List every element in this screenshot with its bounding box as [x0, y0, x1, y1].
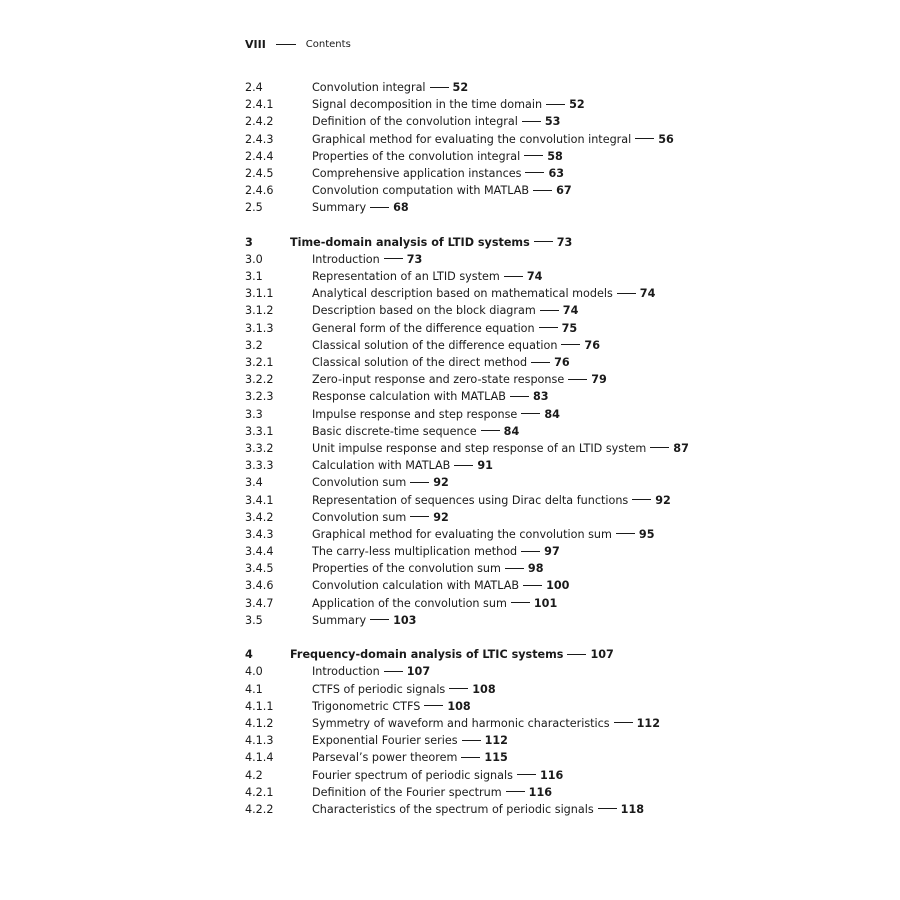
- toc-entry: [245, 96, 885, 113]
- toc-entry: [245, 526, 885, 543]
- toc-entry: [245, 577, 885, 594]
- toc-entry-title: Summary: [312, 201, 367, 215]
- toc-entry: [245, 560, 885, 577]
- toc-leader-dash: [531, 362, 550, 363]
- toc-entry-title: Classical solution of the difference equation: [312, 338, 558, 352]
- toc-entry-title: Symmetry of waveform and harmonic characteristics: [312, 716, 610, 730]
- toc-leader-dash: [561, 344, 580, 345]
- toc-entry-number: 2.4.2: [245, 115, 274, 129]
- toc-entry-title: Basic discrete-time sequence: [312, 424, 477, 438]
- toc-entry-text: [312, 199, 409, 216]
- toc-entry-number: 3.4.3: [245, 527, 274, 541]
- toc-entry-title: Convolution calculation with MATLAB: [312, 579, 520, 593]
- toc-entry-number: 3.2.1: [245, 356, 274, 369]
- toc-leader-dash: [524, 155, 543, 156]
- toc-entry-number: 4.1.4: [245, 751, 274, 765]
- toc-entry: [245, 732, 885, 749]
- toc-entry-page: 107: [406, 665, 431, 679]
- toc-entry-number: 3.5: [245, 613, 263, 627]
- toc-entry-text: [312, 302, 578, 319]
- toc-entry-number: 3.3: [245, 407, 263, 421]
- toc-leader-dash: [370, 207, 389, 208]
- toc-entry-text: [312, 560, 543, 577]
- toc-leader-dash: [517, 774, 536, 775]
- toc-entry-number: 3: [245, 235, 253, 249]
- toc-entry: [245, 251, 885, 268]
- toc-entry-text: [312, 268, 542, 285]
- toc-section: [245, 646, 885, 818]
- toc-entry-text: [312, 131, 674, 148]
- toc-entry-title: Summary: [312, 613, 367, 627]
- toc-entry-page: 95: [638, 527, 655, 541]
- toc-entry-title: Fourier spectrum of periodic signals: [312, 768, 513, 782]
- toc-entry: [245, 767, 885, 784]
- toc-entry-number: 4.2: [245, 768, 263, 782]
- toc-leader-dash: [384, 671, 403, 672]
- toc-entry-title: Graphical method for evaluating the convolution sum: [312, 527, 612, 541]
- toc-entry-page: 107: [590, 648, 614, 662]
- toc-leader-dash: [462, 740, 481, 741]
- toc-entry: [245, 784, 885, 801]
- toc-leader-dash: [635, 138, 654, 139]
- toc-entry-number: 4.1.1: [245, 699, 274, 713]
- toc-entry-number: 3.3.2: [245, 441, 274, 455]
- toc-entry-title: Application of the convolution sum: [312, 596, 507, 610]
- toc-entry-number: 4.2.1: [245, 785, 274, 799]
- toc-entry-title: Exponential Fourier series: [312, 734, 458, 748]
- toc-entry-title: Introduction: [312, 665, 380, 679]
- toc-entry: [245, 131, 885, 148]
- toc-leader-dash: [410, 516, 429, 517]
- toc-entry-number: 3.4.4: [245, 545, 274, 559]
- toc-entry-text: [312, 492, 671, 509]
- toc-entry: [245, 371, 885, 388]
- page-number: VIII: [245, 37, 266, 51]
- toc-entry-number: 3.0: [245, 252, 263, 266]
- toc-leader-dash: [540, 310, 559, 311]
- toc-entry-text: [312, 337, 600, 354]
- toc-entry: [245, 698, 885, 715]
- toc-leader-dash: [617, 293, 636, 294]
- toc-leader-dash: [504, 276, 523, 277]
- toc-entry-page: 76: [554, 356, 570, 369]
- toc-entry-number: 2.4: [245, 81, 263, 94]
- toc-entry: [245, 681, 885, 698]
- toc-entry: [245, 388, 885, 405]
- toc-entry-page: 97: [544, 545, 560, 559]
- toc-entry: [245, 595, 885, 612]
- toc-entry-page: 73: [556, 235, 573, 249]
- toc-leader-dash: [616, 533, 635, 534]
- toc-entry-number: 4.0: [245, 665, 263, 679]
- toc-leader-dash: [505, 568, 524, 569]
- toc-leader-dash: [510, 396, 529, 397]
- toc-entry-text: [312, 801, 644, 818]
- toc-entry-text: [312, 423, 519, 440]
- toc-entry-title: Impulse response and step response: [312, 407, 518, 421]
- toc-entry-page: 100: [546, 579, 570, 593]
- toc-entry-number: 3.4.5: [245, 562, 274, 576]
- toc-chapter-entry: [245, 646, 885, 663]
- toc-entry: [245, 182, 885, 199]
- toc-entry-text: [312, 474, 449, 491]
- toc-entry-text: [312, 285, 655, 302]
- toc-entry-page: 56: [658, 132, 674, 146]
- toc-entry-page: 58: [547, 149, 563, 163]
- toc-leader-dash: [521, 551, 540, 552]
- toc-entry: [245, 509, 885, 526]
- toc-entry-title: Description based on the block diagram: [312, 304, 536, 318]
- toc-leader-dash: [481, 430, 500, 431]
- toc-entry-title: Time-domain analysis of LTID systems: [290, 235, 530, 249]
- toc-entry: [245, 663, 885, 680]
- toc-entry-number: 3.1.2: [245, 304, 274, 318]
- toc-leader-dash: [370, 619, 389, 620]
- toc-entry-title: CTFS of periodic signals: [312, 682, 446, 696]
- toc-entry-page: 53: [544, 115, 561, 129]
- toc-leader-dash: [567, 654, 586, 655]
- toc-entry-page: 75: [561, 321, 578, 335]
- toc-entry-number: 3.2.2: [245, 373, 274, 387]
- toc-entry: [245, 302, 885, 319]
- toc-leader-dash: [614, 722, 633, 723]
- toc-entry-title: Convolution sum: [312, 476, 407, 490]
- toc-entry-number: 3.4.2: [245, 510, 274, 524]
- toc-entry-text: [312, 251, 422, 268]
- toc-entry-number: 2.4.5: [245, 166, 274, 180]
- toc-leader-dash: [506, 791, 525, 792]
- toc-entry-text: [312, 371, 607, 388]
- toc-entry-title: The carry-less multiplication method: [312, 545, 518, 559]
- toc-entry-page: 108: [472, 682, 496, 696]
- toc-entry-text: [312, 612, 416, 629]
- toc-leader-dash: [449, 688, 468, 689]
- toc-entry-page: 115: [484, 751, 508, 765]
- toc-entry-title: Signal decomposition in the time domain: [312, 98, 543, 112]
- toc-entry-page: 92: [433, 510, 449, 524]
- toc-entry-title: Unit impulse response and step response of an LTID system: [312, 441, 647, 455]
- toc-entry-number: 3.1.3: [245, 321, 274, 335]
- toc-entry: [245, 113, 885, 130]
- toc-entry-number: 4: [245, 648, 253, 662]
- toc-entry-page: 74: [639, 287, 656, 301]
- toc-entry-page: 92: [655, 493, 671, 507]
- toc-leader-dash: [534, 241, 553, 242]
- toc-entry-number: 3.4.1: [245, 493, 274, 507]
- toc-entry-title: Comprehensive application instances: [312, 166, 522, 180]
- toc-entry-text: [312, 96, 585, 113]
- toc-leader-dash: [384, 258, 403, 259]
- toc-entry: [245, 612, 885, 629]
- toc-entry-number: 4.1: [245, 682, 263, 696]
- toc-entry-number: 3.1: [245, 270, 263, 284]
- toc-leader-dash: [650, 447, 669, 448]
- toc-entry-number: 4.2.2: [245, 802, 274, 816]
- toc-entry-title: Representation of an LTID system: [312, 270, 500, 284]
- table-of-contents: [245, 79, 885, 818]
- toc-entry-title: Convolution integral: [312, 81, 426, 94]
- toc-entry-page: 73: [406, 252, 423, 266]
- toc-entry-text: [312, 354, 570, 371]
- toc-entry-text: [312, 663, 430, 680]
- toc-entry-title: Representation of sequences using Dirac delta functions: [312, 493, 629, 507]
- toc-entry-text: [312, 320, 577, 337]
- toc-entry: [245, 285, 885, 302]
- toc-leader-dash: [430, 87, 449, 88]
- toc-entry-title: Definition of the Fourier spectrum: [312, 785, 502, 799]
- toc-entry: [245, 715, 885, 732]
- toc-entry: [245, 474, 885, 491]
- toc-entry-text: [312, 148, 563, 165]
- toc-entry-page: 63: [548, 166, 565, 180]
- toc-section: [245, 234, 885, 629]
- toc-leader-dash: [568, 379, 587, 380]
- toc-entry-text: [312, 388, 549, 405]
- toc-entry: [245, 406, 885, 423]
- toc-entry-number: 2.5: [245, 201, 263, 215]
- toc-entry-title: Convolution sum: [312, 510, 407, 524]
- toc-entry-page: 79: [591, 373, 607, 387]
- toc-entry-page: 84: [503, 424, 520, 438]
- toc-entry-page: 67: [556, 184, 572, 198]
- toc-entry: [245, 165, 885, 182]
- toc-leader-dash: [410, 482, 429, 483]
- toc-leader-dash: [525, 172, 544, 173]
- toc-entry-text: [312, 182, 572, 199]
- toc-entry-text: [312, 698, 471, 715]
- toc-chapter-entry: [245, 234, 885, 251]
- toc-entry-text: [312, 732, 508, 749]
- toc-entry-text: [312, 79, 468, 96]
- toc-entry-text: [312, 784, 552, 801]
- toc-entry-page: 68: [393, 201, 409, 215]
- toc-entry-text: [312, 113, 560, 130]
- toc-entry-page: 87: [673, 441, 689, 455]
- toc-entry-page: 92: [433, 476, 449, 490]
- toc-leader-dash: [533, 190, 552, 191]
- page-header: [245, 36, 351, 52]
- toc-leader-dash: [424, 705, 443, 706]
- toc-leader-dash: [523, 585, 542, 586]
- toc-entry: [245, 354, 885, 371]
- toc-entry-page: 83: [532, 390, 549, 404]
- toc-leader-dash: [598, 808, 617, 809]
- toc-entry-title: Classical solution of the direct method: [312, 356, 528, 369]
- toc-entry-number: 2.4.1: [245, 98, 274, 112]
- toc-entry-page: 112: [484, 734, 508, 748]
- toc-entry-page: 76: [584, 338, 600, 352]
- header-dash: [276, 44, 296, 45]
- toc-leader-dash: [511, 602, 530, 603]
- toc-entry-text: [312, 526, 655, 543]
- toc-leader-dash: [522, 121, 541, 122]
- toc-entry-page: 116: [539, 768, 564, 782]
- toc-entry: [245, 320, 885, 337]
- toc-entry-title: Properties of the convolution sum: [312, 562, 501, 576]
- toc-entry: [245, 423, 885, 440]
- toc-entry-page: 101: [533, 596, 558, 610]
- toc-entry-number: 3.1.1: [245, 287, 274, 301]
- toc-entry-number: 3.2.3: [245, 390, 274, 404]
- toc-entry-number: 2.4.4: [245, 149, 274, 163]
- toc-entry-title: Trigonometric CTFS: [312, 699, 421, 713]
- toc-leader-dash: [546, 104, 565, 105]
- toc-entry-title: Characteristics of the spectrum of periodic signals: [312, 802, 594, 816]
- toc-entry-number: 2.4.6: [245, 184, 274, 198]
- toc-entry-number: 4.1.3: [245, 734, 274, 748]
- toc-entry: [245, 492, 885, 509]
- toc-entry-number: 3.2: [245, 338, 263, 352]
- toc-entry-text: [290, 234, 572, 251]
- toc-entry-page: 108: [447, 699, 471, 713]
- toc-entry: [245, 148, 885, 165]
- toc-entry-page: 118: [620, 802, 645, 816]
- toc-entry-number: 3.3.3: [245, 459, 274, 473]
- toc-entry-page: 74: [526, 270, 543, 284]
- toc-entry: [245, 199, 885, 216]
- toc-entry-page: 84: [544, 407, 560, 421]
- toc-leader-dash: [461, 757, 480, 758]
- toc-entry: [245, 749, 885, 766]
- toc-entry-title: Introduction: [312, 252, 380, 266]
- toc-entry-page: 116: [528, 785, 553, 799]
- toc-leader-dash: [454, 465, 473, 466]
- toc-entry-title: Calculation with MATLAB: [312, 459, 451, 473]
- toc-entry-page: 98: [527, 562, 544, 576]
- toc-leader-dash: [521, 413, 540, 414]
- toc-entry-text: [312, 165, 564, 182]
- toc-entry-page: 91: [477, 459, 493, 473]
- toc-entry-number: 4.1.2: [245, 716, 274, 730]
- toc-leader-dash: [632, 499, 651, 500]
- toc-entry-page: 103: [393, 613, 417, 627]
- toc-entry-title: Analytical description based on mathematical models: [312, 287, 613, 301]
- toc-entry-number: 3.4: [245, 476, 263, 490]
- toc-entry: [245, 268, 885, 285]
- toc-entry-text: [312, 715, 660, 732]
- toc-entry-text: [290, 646, 614, 663]
- toc-leader-dash: [539, 327, 558, 328]
- toc-entry-page: 74: [562, 304, 579, 318]
- toc-entry-number: 2.4.3: [245, 132, 274, 146]
- toc-entry-title: Zero-input response and zero-state response: [312, 373, 565, 387]
- toc-entry-number: 3.4.6: [245, 579, 274, 593]
- toc-entry: [245, 337, 885, 354]
- toc-entry-title: Properties of the convolution integral: [312, 149, 521, 163]
- toc-entry-text: [312, 595, 557, 612]
- toc-entry-text: [312, 543, 560, 560]
- toc-entry: [245, 79, 885, 96]
- toc-entry-title: Response calculation with MATLAB: [312, 390, 506, 404]
- toc-entry-text: [312, 509, 449, 526]
- toc-entry-text: [312, 457, 493, 474]
- toc-entry-title: Parseval’s power theorem: [312, 751, 458, 765]
- running-title: Contents: [305, 38, 351, 50]
- toc-entry-page: 112: [636, 716, 660, 730]
- toc-entry-title: Graphical method for evaluating the convolution integral: [312, 132, 632, 146]
- toc-section: [245, 79, 885, 217]
- toc-entry-title: Frequency-domain analysis of LTIC systems: [290, 648, 564, 662]
- toc-entry-number: 3.3.1: [245, 424, 274, 438]
- toc-entry: [245, 440, 885, 457]
- toc-entry-title: Definition of the convolution integral: [312, 115, 518, 129]
- toc-entry-text: [312, 577, 569, 594]
- toc-entry-text: [312, 406, 560, 423]
- toc-entry-text: [312, 440, 689, 457]
- toc-entry-text: [312, 749, 508, 766]
- toc-entry-title: General form of the difference equation: [312, 321, 535, 335]
- toc-entry-text: [312, 681, 496, 698]
- toc-entry-text: [312, 767, 563, 784]
- toc-entry-title: Convolution computation with MATLAB: [312, 184, 530, 198]
- toc-entry: [245, 457, 885, 474]
- toc-entry-number: 3.4.7: [245, 596, 274, 610]
- toc-entry: [245, 543, 885, 560]
- toc-entry-page: 52: [452, 81, 469, 94]
- toc-entry: [245, 801, 885, 818]
- toc-entry-page: 52: [569, 98, 585, 112]
